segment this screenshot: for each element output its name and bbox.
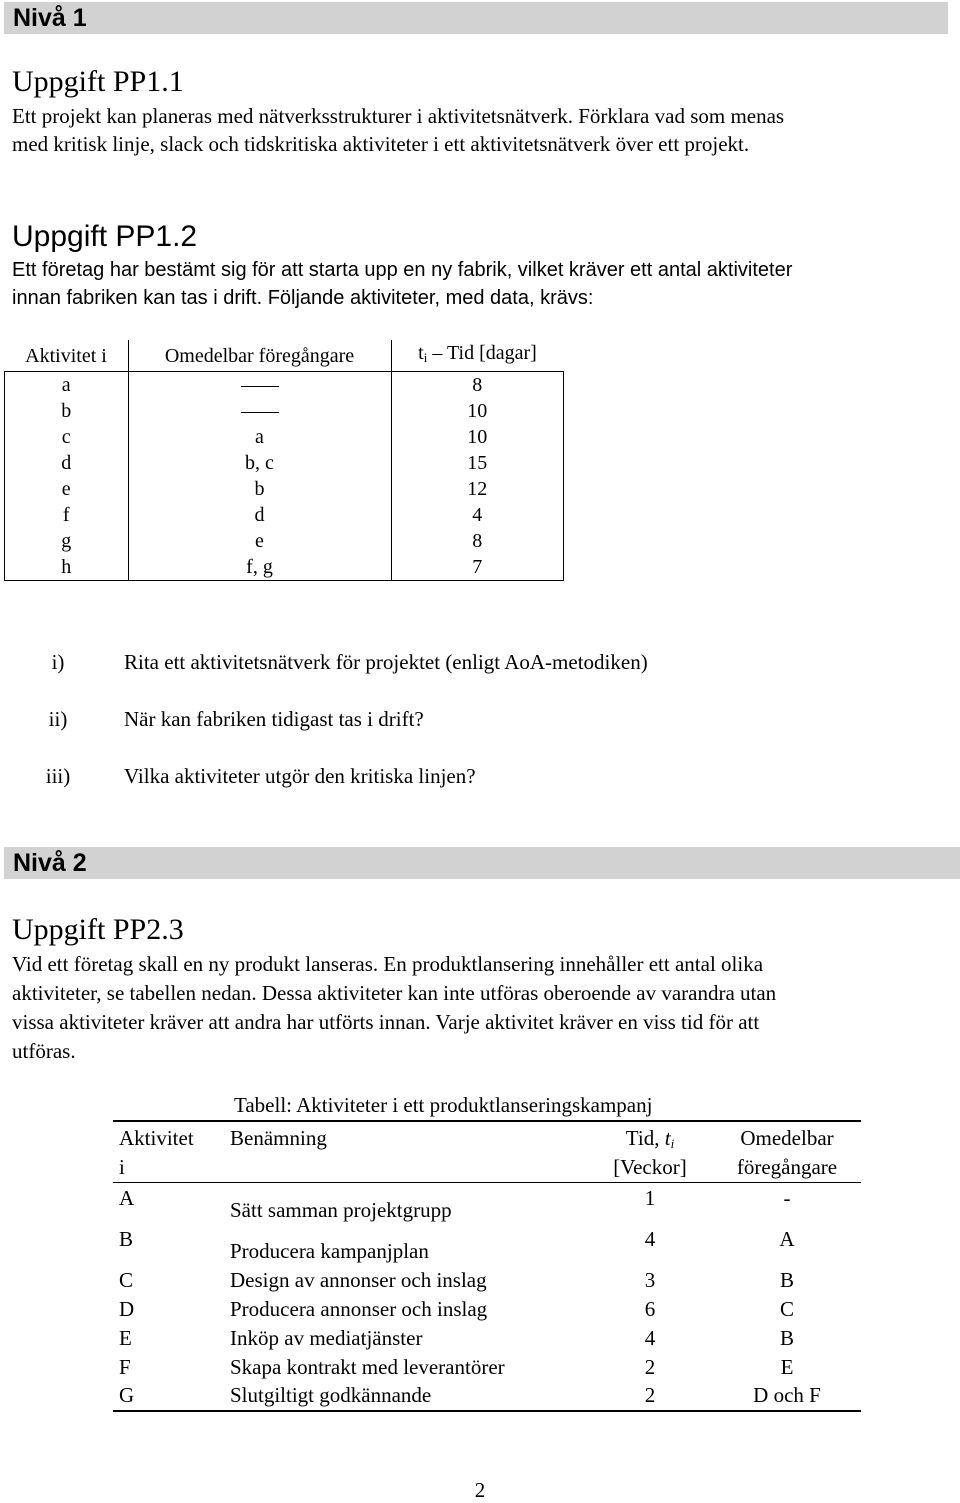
table-row: [5, 398, 564, 424]
table-row: [5, 502, 564, 528]
cell-predecessor: d: [128, 502, 391, 528]
cell-time: 3: [644, 1268, 656, 1292]
cell-name: Inköp av mediatjänster: [230, 1326, 423, 1350]
cell-time: 6: [644, 1297, 656, 1321]
cell-name: Design av annonser och inslag: [230, 1268, 487, 1292]
table-row: [5, 450, 564, 476]
cell-predecessor: A: [779, 1227, 795, 1251]
cell-predecessor: -: [783, 1186, 791, 1210]
column-header-activity-index: [119, 1153, 125, 1181]
cell-name: Producera kampanjplan: [230, 1239, 429, 1263]
column-header-predecessor: [712, 1124, 862, 1152]
cell-time: 10: [391, 424, 564, 450]
cell-activity: A: [119, 1186, 135, 1210]
task-text-pp1-2: [12, 256, 942, 312]
column-header-time: [391, 340, 564, 372]
cell-time: 4: [644, 1227, 656, 1251]
cell-time: 2: [644, 1383, 656, 1407]
table-row: [5, 554, 564, 581]
cell-time: 12: [391, 476, 564, 502]
table-header-rule: [113, 1182, 861, 1183]
cell-predecessor: B: [779, 1268, 794, 1292]
cell-activity: D: [119, 1297, 135, 1321]
activity-table-pp1-2: [4, 340, 564, 581]
cell-predecessor: E: [780, 1355, 794, 1379]
question-number: ii): [48, 707, 68, 731]
cell-predecessor: [128, 398, 391, 424]
column-header-time-unit: [600, 1153, 700, 1181]
table-row: [5, 476, 564, 502]
paragraph-line: utföras.: [12, 1039, 76, 1063]
task-title-pp1-2: Uppgift PP1.2: [12, 220, 198, 253]
cell-predecessor: b, c: [128, 450, 391, 476]
cell-time: 8: [391, 528, 564, 554]
cell-activity: e: [5, 476, 129, 502]
time-label: – Tid [dagar]: [427, 342, 537, 364]
cell-activity: F: [119, 1355, 131, 1379]
page-number: 2: [474, 1478, 486, 1502]
header-text: Tid,: [625, 1126, 665, 1150]
header-text: i: [119, 1155, 125, 1179]
cell-activity: c: [5, 424, 129, 450]
cell-time: 2: [644, 1355, 656, 1379]
table-header-row: [5, 340, 564, 372]
cell-name: Slutgiltigt godkännande: [230, 1383, 432, 1407]
cell-activity: h: [5, 554, 129, 581]
paragraph-line: aktiviteter, se tabellen nedan. Dessa aktiviteter kan inte utföras oberoende av varandra utan: [12, 981, 777, 1005]
cell-predecessor: a: [128, 424, 391, 450]
paragraph-line: med kritisk linje, slack och tidskritiska aktiviteter i ett aktivitetsnätverk över ett projekt.: [12, 131, 750, 156]
task-text-pp2-3: [12, 950, 942, 1066]
table-row: [5, 528, 564, 554]
level-1-header: Nivå 1: [4, 2, 948, 34]
cell-activity: E: [119, 1326, 132, 1350]
table-top-rule: [113, 1120, 861, 1122]
question-text: Vilka aktiviteter utgör den kritiska linjen?: [124, 764, 476, 788]
cell-time: 4: [644, 1326, 656, 1350]
cell-activity: f: [5, 502, 129, 528]
question-number: iii): [45, 764, 71, 788]
cell-activity: C: [119, 1268, 134, 1292]
cell-time: 10: [391, 398, 564, 424]
header-text: Omedelbar: [740, 1126, 834, 1150]
question-text: När kan fabriken tidigast tas i drift?: [124, 707, 424, 731]
cell-time: 1: [644, 1186, 656, 1210]
cell-activity: a: [5, 372, 129, 399]
cell-time: 7: [391, 554, 564, 581]
task-title-pp1-1: Uppgift PP1.1: [12, 65, 184, 98]
column-header-predecessor-2: [712, 1153, 862, 1181]
cell-activity: g: [5, 528, 129, 554]
question-text: Rita ett aktivitetsnätverk för projektet (enligt AoA-metodiken): [124, 650, 648, 674]
table-caption: Tabell: Aktiviteter i ett produktlanseringskampanj: [234, 1093, 653, 1117]
cell-activity: B: [119, 1227, 134, 1251]
cell-time: 15: [391, 450, 564, 476]
time-symbol: t: [418, 342, 424, 364]
task-title-pp2-3: Uppgift PP2.3: [12, 913, 184, 946]
cell-predecessor: e: [128, 528, 391, 554]
cell-predecessor: D och F: [753, 1383, 821, 1407]
column-header-name: [230, 1124, 327, 1152]
cell-predecessor: [128, 372, 391, 399]
none-dash: [241, 386, 279, 387]
none-dash: [241, 412, 279, 413]
column-header-activity: Aktivitet i: [5, 340, 129, 372]
cell-activity: d: [5, 450, 129, 476]
paragraph-line: innan fabriken kan tas i drift. Följande aktiviteter, med data, krävs:: [12, 287, 594, 309]
table-row: [5, 424, 564, 450]
cell-name: Sätt samman projektgrupp: [230, 1198, 452, 1222]
cell-activity: G: [119, 1383, 135, 1407]
cell-predecessor: f, g: [128, 554, 391, 581]
column-header-activity: [119, 1124, 194, 1152]
column-header-predecessor: Omedelbar föregångare: [128, 340, 391, 372]
task-text-pp1-1: [12, 103, 942, 158]
paragraph-line: Vid ett företag skall en ny produkt lanseras. En produktlansering innehåller ett antal olika: [12, 952, 764, 976]
cell-predecessor: B: [779, 1326, 794, 1350]
cell-name: Producera annonser och inslag: [230, 1297, 488, 1321]
cell-time: 4: [391, 502, 564, 528]
header-text: [Veckor]: [613, 1155, 687, 1179]
cell-activity: b: [5, 398, 129, 424]
table-row: [5, 372, 564, 399]
header-text: föregångare: [736, 1155, 838, 1179]
paragraph-line: Ett företag har bestämt sig för att starta upp en ny fabrik, vilket kräver ett antal aktiviteter: [12, 259, 793, 281]
time-subscript: i: [423, 350, 428, 365]
header-text: Aktivitet: [119, 1126, 194, 1150]
cell-name: Skapa kontrakt med leverantörer: [230, 1355, 505, 1379]
time-symbol: t: [664, 1126, 671, 1150]
header-text: Benämning: [230, 1126, 327, 1150]
level-2-header: Nivå 2: [4, 847, 960, 879]
time-subscript: i: [670, 1136, 675, 1151]
question-number: i): [51, 650, 65, 674]
paragraph-line: vissa aktiviteter kräver att andra har utförts innan. Varje aktivitet kräver en viss tid för att: [12, 1010, 760, 1034]
table-bottom-rule: [113, 1410, 861, 1412]
cell-time: 8: [391, 372, 564, 399]
paragraph-line: Ett projekt kan planeras med nätverksstrukturer i aktivitetsnätverk. Förklara vad som menas: [12, 104, 785, 128]
cell-predecessor: b: [128, 476, 391, 502]
cell-predecessor: C: [779, 1297, 794, 1321]
